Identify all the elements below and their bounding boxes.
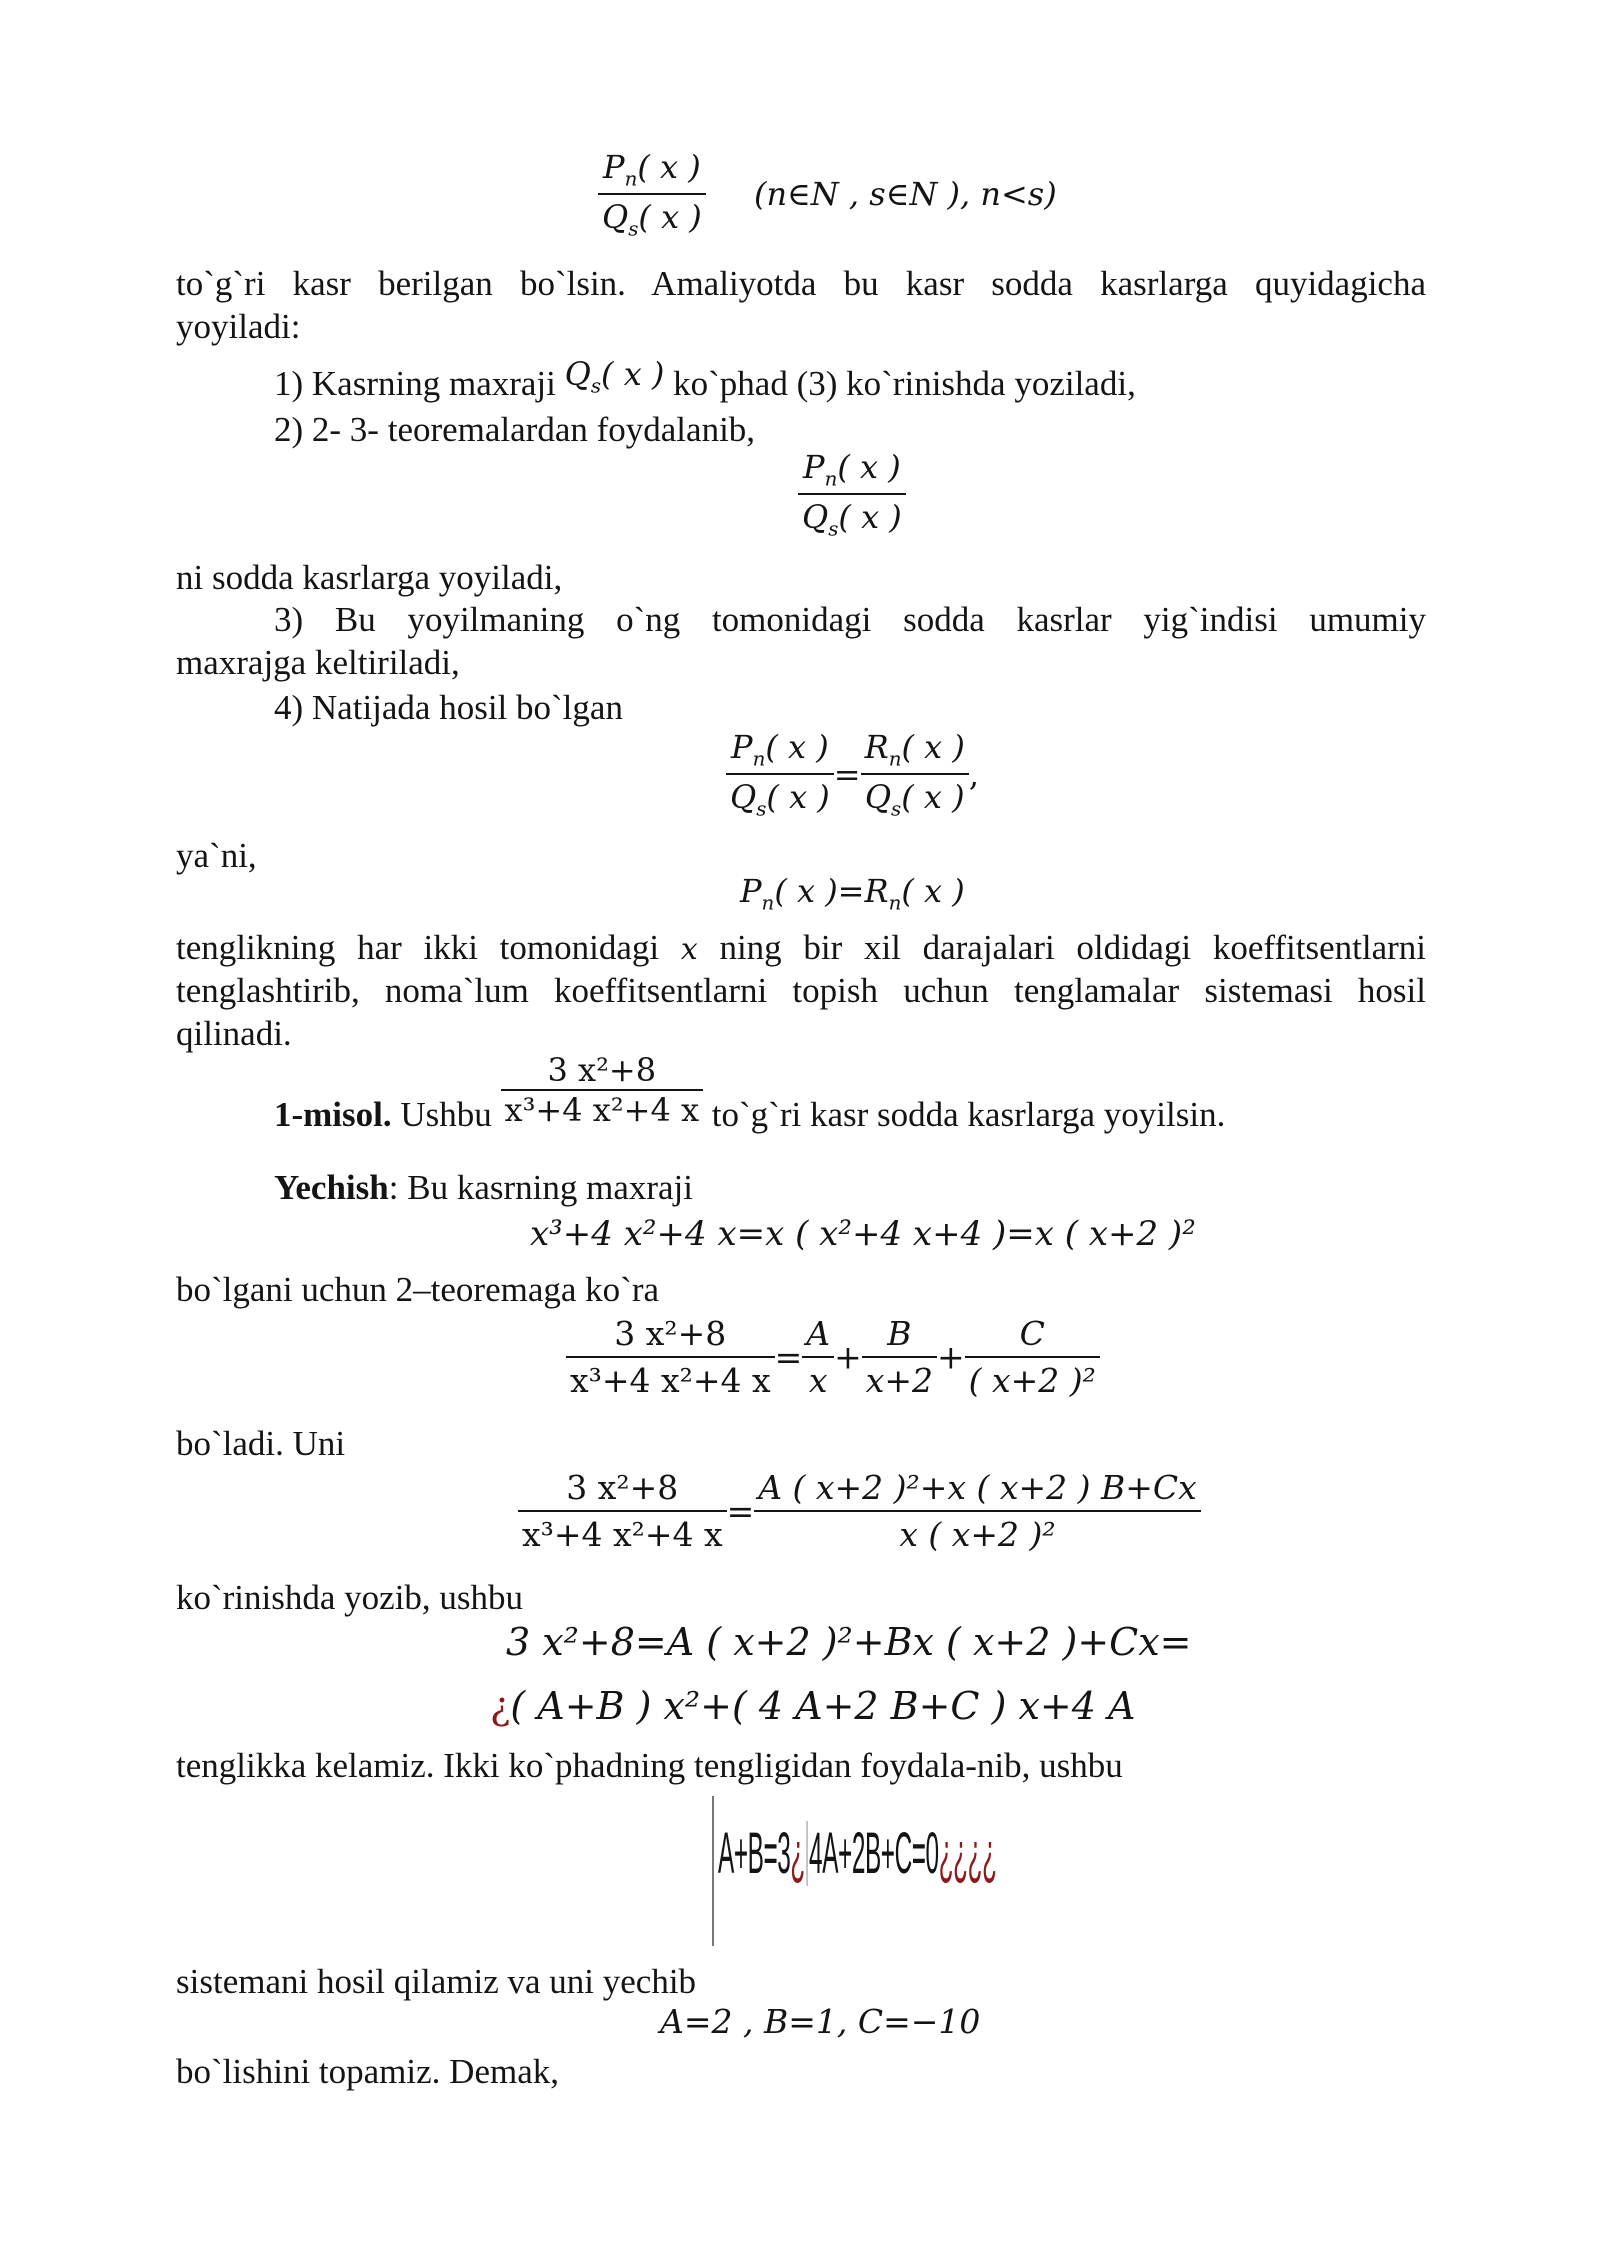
equation-system-text: A+B=3¿4A+2B+C=0¿¿¿¿ — [718, 1821, 997, 1886]
paragraph-line: to`g`ri kasr berilgan bo`lsin. Amaliyotda bu kasr sodda kasrlarga quyidagicha — [176, 264, 1426, 303]
example-line: 1-misol. Ushbu $\frac{\text{3 x²+8}}{\text{x³+4 x²+4 x}}$ to`g`ri kasr sodda kasrlarga yoyilsin. — [274, 1051, 1226, 1134]
list-item-4: 4) Natijada hosil bo`lgan — [274, 688, 623, 727]
fraction-equality: $\frac{P_n( x )}{Q_s( x )}$ = $\frac{R_n( x )}{Q_s( x )}$ , — [726, 728, 979, 821]
paragraph-line: qilinadi. — [176, 1014, 292, 1053]
paragraph-line: yoyiladi: — [176, 307, 301, 346]
paragraph-line: bo`lgani uchun 2–teoremaga ko`ra — [176, 1270, 660, 1309]
conditions-text: (n∈N , s∈N ), n<s) — [753, 175, 1057, 214]
paragraph-line: maxrajga keltiriladi, — [176, 643, 460, 682]
example-label: 1-misol. — [274, 1094, 392, 1134]
equation-system — [712, 1796, 714, 1946]
paragraph-line: ni sodda kasrlarga yoyiladi, — [176, 558, 563, 597]
paragraph-line: tenglashtirib, noma`lum koeffitsentlarni topish uchun tenglamalar sistemasi hosil — [176, 971, 1426, 1010]
numerator-equality: $P_n$( x )$=R_n$( x ) — [740, 872, 965, 915]
paragraph-line: bo`lishini topamiz. Demak, — [176, 2052, 559, 2091]
denominator-factorization: x³+4 x²+4 x=x ( x²+4 x+4 )=x ( x+2 )² — [530, 1214, 1196, 1254]
solution-label: Yechish — [274, 1168, 389, 1207]
paragraph-line: bo`ladi. Uni — [176, 1424, 346, 1463]
paragraph-line: sistemani hosil qilamiz va uni yechib — [176, 1962, 697, 2001]
fraction-pn-qs: $\frac{P_n( x )}{Q_s( x )}$ — [798, 448, 906, 541]
combined-fraction-equation: $\frac{\text{3 x²+8}}{\text{x³+4 x²+4 x}}$ = $\frac{\text{A ( x+2 )²+x ( x+2 ) B+Cx}}{\text{x ( x+2 )²}}$ — [518, 1468, 1201, 1554]
solution-line: Yechish: Bu kasrning maxraji — [274, 1168, 694, 1207]
paragraph-line: tenglikning har ikki tomonidagi x ning bir xil darajalari oldidagi koeffitsentlarni — [176, 928, 1426, 967]
list-item-2: 2) 2- 3- teoremalardan foydalanib, — [274, 410, 756, 449]
identity-line-2: ¿( A+B ) x²+( 4 A+2 B+C ) x+4 A — [490, 1684, 1136, 1728]
solution-values: A=2 , B=1, C=−10 — [660, 2002, 981, 2041]
list-item-3: 3) Bu yoyilmaning o`ng tomonidagi sodda kasrlar yig`indisi umumiy — [274, 600, 1426, 639]
paragraph-line: tenglikka kelamiz. Ikki ko`phadning tengligidan foydala-nib, ushbu — [176, 1746, 1123, 1785]
partial-fraction-equation: $\frac{\text{3 x²+8}}{\text{x³+4 x²+4 x}}$ = $\frac{A}{x}$ + $\frac{B}{x+2}$ + $\frac{C}{\text{( x+2 )²}}$ — [566, 1314, 1100, 1400]
paragraph-line: ya`ni, — [176, 836, 257, 875]
top-fraction-equation: $\frac{P_n( x )}{Q_s( x )}$ (n∈N , s∈N ), n<s) — [598, 148, 1057, 241]
paragraph-line: ko`rinishda yozib, ushbu — [176, 1578, 524, 1617]
list-item-1: 1) Kasrning maxraji $Q_s$( x ) ko`phad (3) ko`rinishda yoziladi, — [274, 355, 1136, 403]
identity-line-1: 3 x²+8=A ( x+2 )²+Bx ( x+2 )+Cx= — [506, 1620, 1192, 1664]
